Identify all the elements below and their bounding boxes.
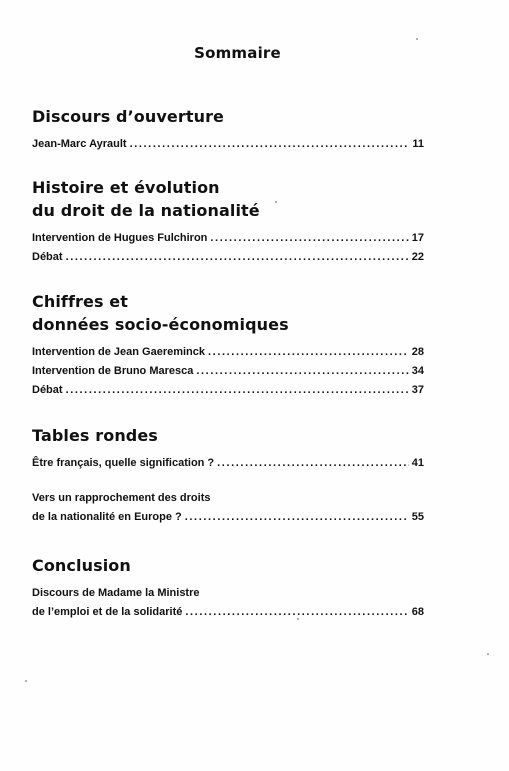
section-conclusion [32,554,424,622]
page-title: Sommaire [194,44,281,62]
section-discours-ouverture [32,105,424,154]
entry-page-number: 68 [411,606,424,618]
section-title: Tables rondes [32,426,158,445]
scan-speck [416,38,418,40]
toc-entry[interactable] [32,343,424,362]
toc-entry[interactable] [32,454,424,473]
toc-entry[interactable] [32,362,424,381]
entry-label: Débat [32,384,63,396]
entry-last-line [32,508,424,527]
entry-page-number: 11 [412,138,424,150]
dot-leader [66,381,409,400]
section-title-line-2: du droit de la nationalité [32,201,260,220]
section-title-line-2: données socio-économiques [32,315,289,334]
dot-leader [196,362,408,381]
toc-entry[interactable] [32,229,424,248]
scan-speck [25,680,27,682]
entry-page-number: 41 [411,457,424,469]
entry-label: Intervention de Bruno Maresca [32,365,194,377]
dot-leader [130,135,410,154]
entry-page-number: 17 [411,232,424,244]
dot-leader [185,508,409,527]
section-tables-rondes [32,424,424,527]
toc-entry[interactable] [32,248,424,267]
entry-label-line-1: Discours de Madame la Ministre [32,587,200,599]
entry-page-number: 37 [411,384,424,396]
entry-page-number: 55 [411,511,424,523]
entry-page-number: 34 [411,365,424,377]
toc-entry-multiline[interactable] [32,584,424,622]
scan-speck [275,201,277,203]
entry-label-line-1: Vers un rapprochement des droits [32,492,211,504]
entry-page-number: 28 [411,346,424,358]
toc-entry-multiline[interactable] [32,489,424,527]
entry-label: Intervention de Hugues Fulchiron [32,232,208,244]
entry-label: Intervention de Jean Gaereminck [32,346,206,358]
toc-entry[interactable] [32,381,424,400]
entry-page-number: 22 [411,251,424,263]
entry-label: Jean-Marc Ayrault [32,138,127,150]
dot-leader [208,343,409,362]
dot-leader [217,454,409,473]
scan-speck [487,653,489,655]
section-title-line-1: Histoire et évolution [32,178,220,197]
dot-leader [210,229,408,248]
section-title: Discours d’ouverture [32,107,225,126]
entry-label: Débat [32,251,63,263]
entry-label-line-2: de la nationalité en Europe ? [32,511,182,523]
toc-entry[interactable] [32,135,424,154]
scan-speck [297,618,299,620]
entry-label: Être français, quelle signification ? [32,457,215,469]
section-title-line-1: Chiffres et [32,292,128,311]
entry-last-line [32,603,424,622]
dot-leader [66,248,409,267]
section-chiffres-donnees [32,290,424,400]
section-title: Conclusion [32,556,131,575]
section-histoire-evolution [32,176,424,267]
entry-label-line-2: de l’emploi et de la solidarité [32,606,183,618]
